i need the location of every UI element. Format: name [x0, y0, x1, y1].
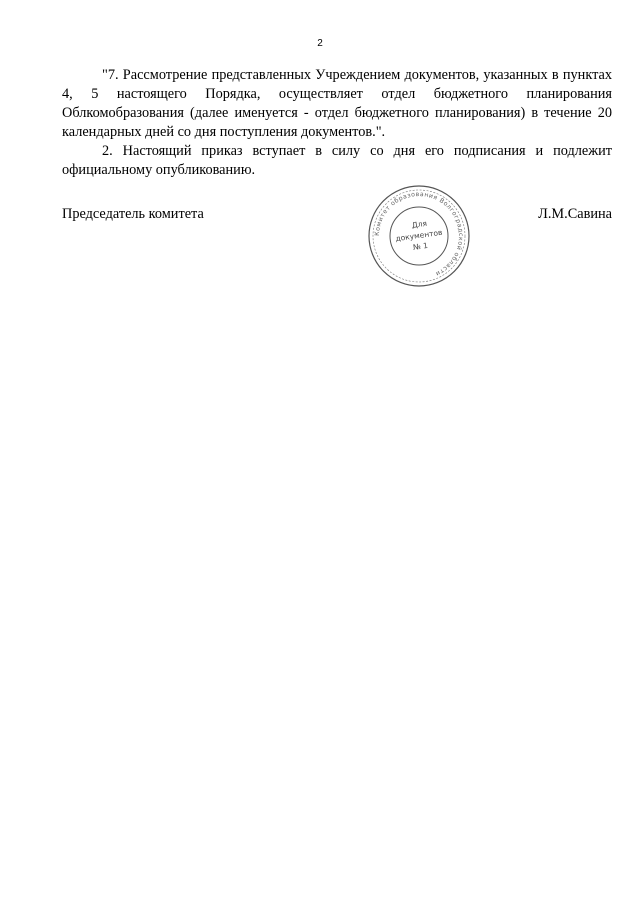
signatory-position: Председатель комитета [62, 206, 204, 222]
signature-block [62, 205, 612, 227]
signatory-name: Л.М.Савина [538, 206, 612, 222]
stamp-line-2: документов [394, 227, 443, 244]
official-seal-stamp [365, 182, 473, 290]
paragraph-2: 2. Настоящий приказ вступает в силу со дня его подписания и подлежит официальному опубликованию. [62, 143, 612, 178]
page-number: 2 [317, 38, 323, 49]
stamp-line-3: № 1 [412, 240, 429, 252]
document-body [62, 66, 612, 180]
stamp-line-1: Для [411, 218, 428, 230]
stamp-ring-text: Комитет образования Волгоградской области [373, 190, 465, 278]
paragraph-7-quote: "7. Рассмотрение представленных Учреждением документов, указанных в пунктах 4, 5 настоящего Порядка, осуществляет отдел бюджетного планирования Облкомобразования (далее именуется - отдел бюджетного планирования) в течение 20 календарных дней со дня поступления документов.". [62, 67, 612, 140]
